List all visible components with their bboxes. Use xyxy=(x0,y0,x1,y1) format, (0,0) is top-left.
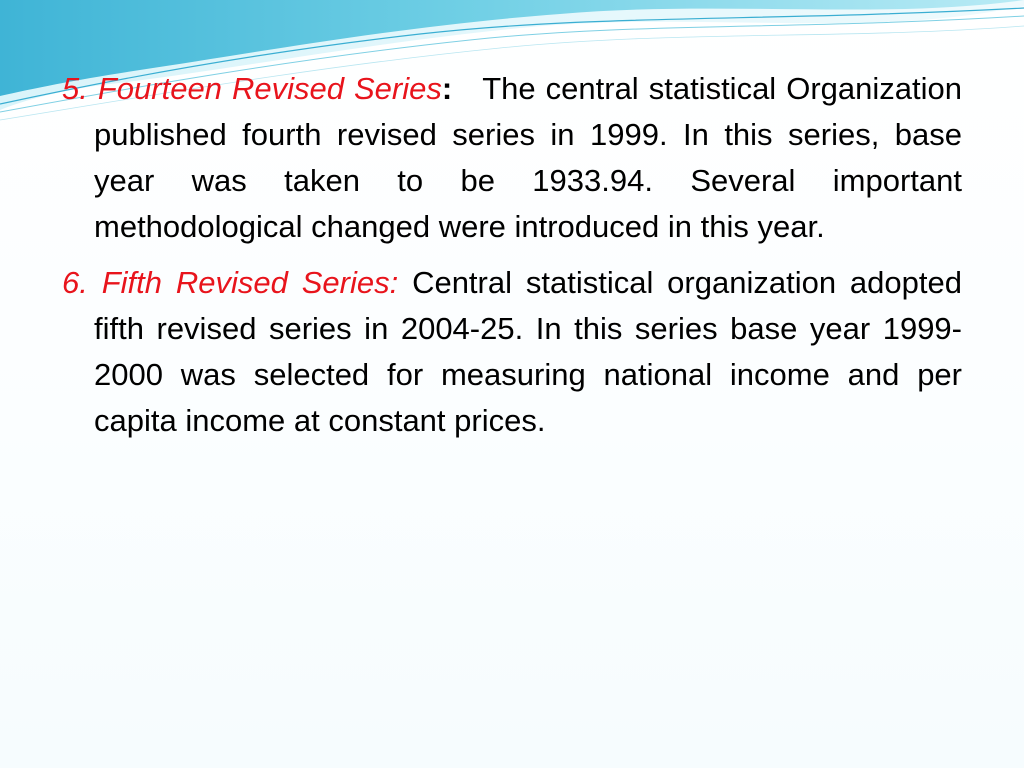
item-colon: : xyxy=(441,71,453,106)
item-number: 6. xyxy=(62,265,88,300)
item-heading: Fourteen Revised Series xyxy=(97,71,442,106)
list-item xyxy=(62,260,962,444)
item-body: The central statistical Organization published fourth revised series in 1999. In this series, base year was taken to be 1933.94. Several important methodological changed were introduced in this year. xyxy=(94,71,962,244)
slide-content xyxy=(62,66,962,454)
item-number: 5. xyxy=(62,71,88,106)
list-item xyxy=(62,66,962,250)
item-body: Central statistical organization adopted fifth revised series in 2004-25. In this series base year 1999-2000 was selected for measuring national income and per capita income at constant prices. xyxy=(94,265,962,438)
item-heading: Fifth Revised Series: xyxy=(101,265,399,300)
